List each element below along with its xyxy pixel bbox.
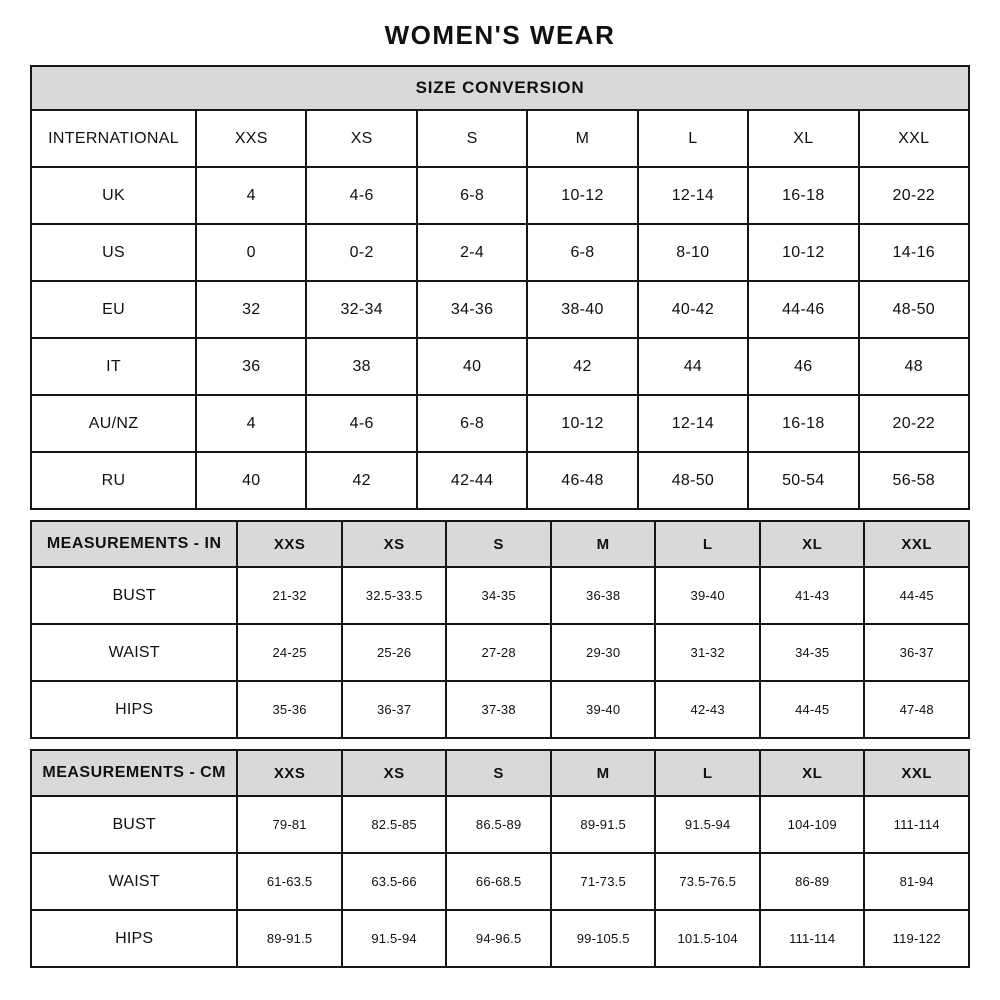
value-cell: 46: [748, 338, 858, 395]
value-cell: 47-48: [864, 681, 969, 738]
value-cell: 89-91.5: [551, 796, 656, 853]
size-header-cell: M: [551, 521, 656, 567]
row-label-cell: IT: [31, 338, 196, 395]
value-cell: XXL: [859, 110, 969, 167]
value-cell: 25-26: [342, 624, 447, 681]
value-cell: 32.5-33.5: [342, 567, 447, 624]
value-cell: XS: [306, 110, 416, 167]
value-cell: 10-12: [527, 167, 637, 224]
row-label-cell: HIPS: [31, 910, 237, 967]
value-cell: 89-91.5: [237, 910, 342, 967]
table-row: [31, 110, 969, 167]
value-cell: 91.5-94: [342, 910, 447, 967]
table-banner: SIZE CONVERSION: [31, 66, 969, 110]
table-row: [31, 167, 969, 224]
table-row: [31, 853, 969, 910]
value-cell: 12-14: [638, 395, 748, 452]
measurements-cm-table: [30, 749, 970, 968]
value-cell: 36-38: [551, 567, 656, 624]
table-header-label: MEASUREMENTS - CM: [31, 750, 237, 796]
row-label-cell: HIPS: [31, 681, 237, 738]
value-cell: 40: [417, 338, 527, 395]
table-row: [31, 338, 969, 395]
value-cell: 91.5-94: [655, 796, 760, 853]
table-row: [31, 281, 969, 338]
size-header-cell: M: [551, 750, 656, 796]
row-label-cell: RU: [31, 452, 196, 509]
value-cell: 32-34: [306, 281, 416, 338]
value-cell: 21-32: [237, 567, 342, 624]
value-cell: 42: [527, 338, 637, 395]
size-header-cell: XL: [760, 521, 865, 567]
value-cell: 14-16: [859, 224, 969, 281]
value-cell: 41-43: [760, 567, 865, 624]
value-cell: 27-28: [446, 624, 551, 681]
row-label-cell: US: [31, 224, 196, 281]
value-cell: 36-37: [864, 624, 969, 681]
measurements-in-table: [30, 520, 970, 739]
row-label-cell: BUST: [31, 567, 237, 624]
size-header-cell: XS: [342, 521, 447, 567]
value-cell: 71-73.5: [551, 853, 656, 910]
value-cell: XXS: [196, 110, 306, 167]
value-cell: 40: [196, 452, 306, 509]
value-cell: 42: [306, 452, 416, 509]
value-cell: 39-40: [655, 567, 760, 624]
value-cell: 32: [196, 281, 306, 338]
value-cell: XL: [748, 110, 858, 167]
value-cell: 86-89: [760, 853, 865, 910]
table-banner-row: [31, 66, 969, 110]
table-row: [31, 567, 969, 624]
value-cell: 63.5-66: [342, 853, 447, 910]
value-cell: 34-35: [760, 624, 865, 681]
table-header-label: MEASUREMENTS - IN: [31, 521, 237, 567]
value-cell: 44-46: [748, 281, 858, 338]
table-row: [31, 395, 969, 452]
value-cell: 73.5-76.5: [655, 853, 760, 910]
table-row: [31, 681, 969, 738]
value-cell: 48-50: [859, 281, 969, 338]
value-cell: 0: [196, 224, 306, 281]
row-label-cell: BUST: [31, 796, 237, 853]
size-header-cell: XL: [760, 750, 865, 796]
value-cell: 6-8: [417, 167, 527, 224]
value-cell: 12-14: [638, 167, 748, 224]
size-header-cell: L: [655, 750, 760, 796]
value-cell: 104-109: [760, 796, 865, 853]
value-cell: 48-50: [638, 452, 748, 509]
value-cell: 82.5-85: [342, 796, 447, 853]
value-cell: 86.5-89: [446, 796, 551, 853]
value-cell: 6-8: [417, 395, 527, 452]
table-row: [31, 624, 969, 681]
row-label-cell: EU: [31, 281, 196, 338]
value-cell: 8-10: [638, 224, 748, 281]
size-header-cell: S: [446, 750, 551, 796]
row-label-cell: WAIST: [31, 853, 237, 910]
value-cell: 101.5-104: [655, 910, 760, 967]
value-cell: 2-4: [417, 224, 527, 281]
size-conversion-table: [30, 65, 970, 510]
value-cell: 4: [196, 167, 306, 224]
value-cell: 40-42: [638, 281, 748, 338]
value-cell: 42-44: [417, 452, 527, 509]
value-cell: 31-32: [655, 624, 760, 681]
value-cell: 61-63.5: [237, 853, 342, 910]
value-cell: 56-58: [859, 452, 969, 509]
value-cell: 94-96.5: [446, 910, 551, 967]
page-title: WOMEN'S WEAR: [384, 20, 616, 50]
value-cell: 42-43: [655, 681, 760, 738]
size-header-cell: XXL: [864, 521, 969, 567]
value-cell: 119-122: [864, 910, 969, 967]
value-cell: 24-25: [237, 624, 342, 681]
value-cell: 29-30: [551, 624, 656, 681]
value-cell: 16-18: [748, 395, 858, 452]
value-cell: 99-105.5: [551, 910, 656, 967]
row-label-cell: INTERNATIONAL: [31, 110, 196, 167]
value-cell: 36-37: [342, 681, 447, 738]
value-cell: 20-22: [859, 167, 969, 224]
value-cell: 44-45: [864, 567, 969, 624]
value-cell: 66-68.5: [446, 853, 551, 910]
value-cell: 10-12: [748, 224, 858, 281]
table-header-row: [31, 521, 969, 567]
value-cell: 34-36: [417, 281, 527, 338]
value-cell: 16-18: [748, 167, 858, 224]
size-header-cell: S: [446, 521, 551, 567]
value-cell: M: [527, 110, 637, 167]
value-cell: 50-54: [748, 452, 858, 509]
value-cell: 39-40: [551, 681, 656, 738]
size-header-cell: XXS: [237, 750, 342, 796]
value-cell: 4-6: [306, 395, 416, 452]
value-cell: 4: [196, 395, 306, 452]
value-cell: 20-22: [859, 395, 969, 452]
value-cell: S: [417, 110, 527, 167]
value-cell: 10-12: [527, 395, 637, 452]
table-row: [31, 452, 969, 509]
table-header-row: [31, 750, 969, 796]
value-cell: 35-36: [237, 681, 342, 738]
value-cell: 79-81: [237, 796, 342, 853]
value-cell: 111-114: [864, 796, 969, 853]
table-row: [31, 224, 969, 281]
value-cell: 111-114: [760, 910, 865, 967]
value-cell: 36: [196, 338, 306, 395]
row-label-cell: UK: [31, 167, 196, 224]
value-cell: 37-38: [446, 681, 551, 738]
value-cell: 38: [306, 338, 416, 395]
row-label-cell: AU/NZ: [31, 395, 196, 452]
value-cell: 0-2: [306, 224, 416, 281]
size-header-cell: L: [655, 521, 760, 567]
value-cell: 44: [638, 338, 748, 395]
table-row: [31, 910, 969, 967]
table-row: [31, 796, 969, 853]
size-header-cell: XS: [342, 750, 447, 796]
value-cell: L: [638, 110, 748, 167]
value-cell: 46-48: [527, 452, 637, 509]
row-label-cell: WAIST: [31, 624, 237, 681]
value-cell: 81-94: [864, 853, 969, 910]
value-cell: 38-40: [527, 281, 637, 338]
value-cell: 6-8: [527, 224, 637, 281]
value-cell: 34-35: [446, 567, 551, 624]
value-cell: 4-6: [306, 167, 416, 224]
value-cell: 48: [859, 338, 969, 395]
size-header-cell: XXL: [864, 750, 969, 796]
size-header-cell: XXS: [237, 521, 342, 567]
value-cell: 44-45: [760, 681, 865, 738]
